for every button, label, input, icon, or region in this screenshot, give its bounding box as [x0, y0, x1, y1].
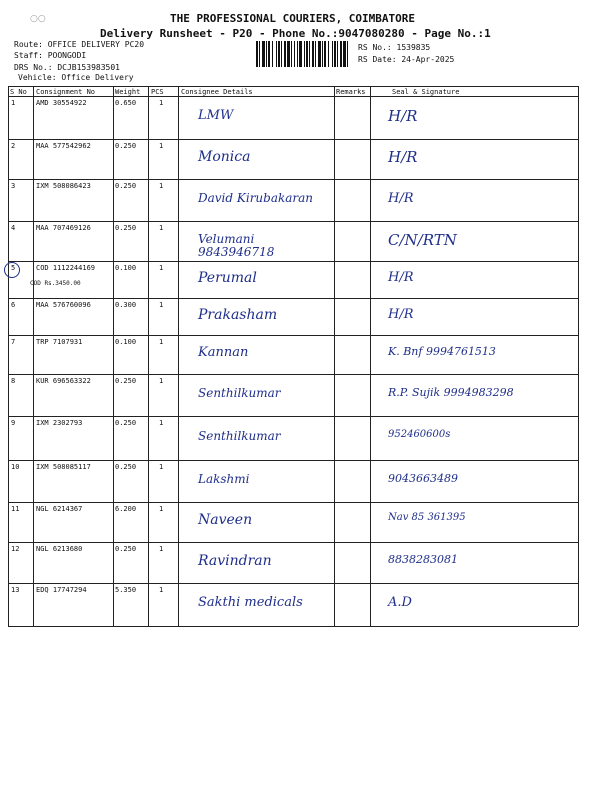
row-serial-number: 6 — [11, 301, 16, 309]
row-serial-number: 1 — [11, 99, 16, 107]
row-signature-handwritten: Nav 85 361395 — [388, 512, 466, 523]
row-signature-handwritten: H/R — [388, 306, 414, 322]
row-pcs: 1 — [159, 224, 164, 232]
row-weight: 6.200 — [115, 505, 137, 513]
table-rule — [8, 139, 578, 140]
table-rule — [8, 542, 578, 543]
row-consignment-number: KUR 696563322 — [36, 377, 91, 385]
row-serial-number: 12 — [11, 545, 20, 553]
row-pcs: 1 — [159, 505, 164, 513]
barcode-bar — [291, 41, 292, 67]
table-rule — [8, 416, 578, 417]
row-consignment-number: NGL 6213680 — [36, 545, 83, 553]
row-consignment-number: COD 1112244169 — [36, 264, 96, 272]
row-weight: 0.650 — [115, 99, 137, 107]
header-consignee-details: Consignee Details — [181, 88, 253, 96]
row-signature-handwritten: H/R — [388, 269, 414, 285]
row-consignee-handwritten: Perumal — [198, 269, 257, 286]
table-rule — [8, 179, 578, 180]
barcode-bar — [287, 41, 290, 67]
row-signature-handwritten: K. Bnf 9994761513 — [388, 345, 496, 358]
row-signature-handwritten: 8838283081 — [388, 552, 458, 566]
row-serial-number: 8 — [11, 377, 16, 385]
row-weight: 0.250 — [115, 463, 137, 471]
table-rule — [8, 502, 578, 503]
table-rule — [8, 583, 578, 584]
row-consignee-handwritten: David Kirubakaran — [198, 191, 314, 205]
barcode-bar — [337, 41, 338, 67]
barcode-bar — [284, 41, 286, 67]
row-pcs: 1 — [159, 99, 164, 107]
row-pcs: 1 — [159, 182, 164, 190]
header-consignment-no: Consignment No — [36, 88, 96, 96]
table-rule — [8, 261, 578, 262]
barcode-bar — [268, 41, 270, 67]
barcode-bar — [347, 41, 348, 67]
row-signature-handwritten: 952460600s — [388, 429, 451, 440]
row-pcs: 1 — [159, 419, 164, 427]
row-consignee-handwritten: Prakasham — [198, 306, 278, 323]
row-signature-handwritten: H/R — [388, 107, 418, 125]
rs-date: RS Date: 24-Apr-2025 — [358, 55, 455, 64]
barcode-bar — [304, 41, 305, 67]
row-signature-handwritten: 9043663489 — [388, 472, 458, 485]
row-cod-amount: COD Rs.3450.00 — [30, 280, 81, 287]
barcode-bar — [332, 41, 333, 67]
barcode-bar — [281, 41, 282, 67]
row-pcs: 1 — [159, 338, 164, 346]
row-signature-handwritten: H/R — [388, 191, 414, 206]
header-pcs: PCS — [151, 88, 164, 96]
table-column-rule — [33, 86, 34, 626]
row-signature-handwritten: R.P. Sujik 9994983298 — [388, 386, 514, 399]
barcode-bar — [322, 41, 323, 67]
row-pcs: 1 — [159, 264, 164, 272]
table-column-rule — [8, 86, 9, 626]
barcode-bar — [334, 41, 336, 67]
table-rule — [8, 86, 578, 87]
row-consignment-number: AMD 30554922 — [36, 99, 87, 107]
row-signature-handwritten: A.D — [388, 595, 412, 610]
row-pcs: 1 — [159, 301, 164, 309]
row-consignment-number: IXM 508085117 — [36, 463, 91, 471]
row-serial-number: 11 — [11, 505, 20, 513]
row-serial-number: 10 — [11, 463, 20, 471]
drs-number: DRS No.: DCJB153983501 — [14, 63, 120, 72]
barcode-bar — [299, 41, 302, 67]
table-column-rule — [148, 86, 149, 626]
row-pcs: 1 — [159, 463, 164, 471]
row-weight: 0.250 — [115, 419, 137, 427]
table-rule — [8, 460, 578, 461]
table-rule — [8, 626, 578, 627]
barcode-bar — [343, 41, 346, 67]
barcode-bar — [272, 41, 273, 67]
barcode-bar — [312, 41, 314, 67]
row-weight: 0.300 — [115, 301, 137, 309]
row-serial-number: 3 — [11, 182, 16, 190]
row-signature-handwritten: H/R — [388, 148, 418, 166]
barcode-bar — [256, 41, 258, 67]
table-rule — [8, 96, 578, 97]
rs-number: RS No.: 1539835 — [358, 43, 431, 52]
row-weight: 0.100 — [115, 264, 137, 272]
table-column-rule — [370, 86, 371, 626]
row-weight: 0.250 — [115, 182, 137, 190]
row-consignee-handwritten: Sakthi medicals — [198, 595, 303, 610]
row-serial-number: 5 — [11, 264, 16, 272]
row-pcs: 1 — [159, 142, 164, 150]
row-consignment-number: MAA 707469126 — [36, 224, 91, 232]
row-weight: 5.350 — [115, 586, 137, 594]
barcode-bar — [262, 41, 265, 67]
row-consignee-handwritten: Kannan — [198, 345, 249, 360]
runsheet-table — [8, 86, 578, 626]
row-weight: 0.250 — [115, 142, 137, 150]
route-label: Route: OFFICE DELIVERY PC20 — [14, 40, 145, 49]
barcode-bar — [340, 41, 342, 67]
table-column-rule — [578, 86, 579, 626]
header-seal-signature: Seal & Signature — [392, 88, 460, 96]
barcode-bar — [278, 41, 280, 67]
table-column-rule — [113, 86, 114, 626]
vehicle-label: Vehicle: Office Delivery — [18, 73, 134, 82]
row-consignee-handwritten: Velumani 9843946718 — [198, 232, 275, 259]
row-consignment-number: MAA 577542962 — [36, 142, 91, 150]
row-pcs: 1 — [159, 377, 164, 385]
table-rule — [8, 374, 578, 375]
document-title: THE PROFESSIONAL COURIERS, COIMBATORE — [170, 12, 416, 25]
table-column-rule — [178, 86, 179, 626]
row-pcs: 1 — [159, 586, 164, 594]
row-weight: 0.100 — [115, 338, 137, 346]
row-consignee-handwritten: Lakshmi — [198, 472, 250, 486]
table-rule — [8, 335, 578, 336]
barcode-bar — [266, 41, 267, 67]
barcode-bar — [318, 41, 321, 67]
row-consignee-handwritten: Naveen — [198, 512, 253, 528]
header-weight: Weight — [115, 88, 141, 96]
row-consignee-handwritten: Senthilkumar — [198, 429, 281, 443]
row-consignee-handwritten: Senthilkumar — [198, 386, 281, 400]
row-serial-number: 4 — [11, 224, 16, 232]
row-weight: 0.250 — [115, 377, 137, 385]
document-subtitle: Delivery Runsheet - P20 - Phone No.:9047080280 - Page No.:1 — [100, 27, 491, 40]
row-signature-handwritten: C/N/RTN — [388, 231, 457, 249]
barcode-bar — [324, 41, 326, 67]
row-consignment-number: IXM 508086423 — [36, 182, 91, 190]
barcode-bar — [328, 41, 329, 67]
row-serial-number: 13 — [11, 586, 20, 594]
row-consignment-number: TRP 7107931 — [36, 338, 83, 346]
row-consignee-handwritten: Monica — [198, 149, 251, 165]
row-pcs: 1 — [159, 545, 164, 553]
header-remarks: Remarks — [336, 88, 366, 96]
table-rule — [8, 221, 578, 222]
barcode-image — [256, 41, 348, 67]
barcode-bar — [276, 41, 277, 67]
row-weight: 0.250 — [115, 224, 137, 232]
row-serial-number: 2 — [11, 142, 16, 150]
row-consignee-handwritten: LMW — [198, 108, 234, 123]
row-consignment-number: EDQ 17747294 — [36, 586, 87, 594]
barcode-bar — [297, 41, 298, 67]
row-consignment-number: IXM 2302793 — [36, 419, 83, 427]
table-rule — [8, 298, 578, 299]
barcode-bar — [306, 41, 308, 67]
row-serial-number: 9 — [11, 419, 16, 427]
barcode-bar — [315, 41, 316, 67]
row-serial-number: 7 — [11, 338, 16, 346]
circle-mark-icon — [4, 262, 20, 278]
row-consignee-handwritten: Ravindran — [198, 552, 272, 569]
barcode-bar — [294, 41, 295, 67]
company-logo: ○○ — [30, 14, 46, 24]
barcode-bar — [259, 41, 260, 67]
row-consignment-number: NGL 6214367 — [36, 505, 83, 513]
row-weight: 0.250 — [115, 545, 137, 553]
barcode-bar — [309, 41, 310, 67]
table-column-rule — [334, 86, 335, 626]
header-sno: S No — [10, 88, 27, 96]
row-consignment-number: MAA 576760096 — [36, 301, 91, 309]
staff-label: Staff: POONGODI — [14, 51, 87, 60]
